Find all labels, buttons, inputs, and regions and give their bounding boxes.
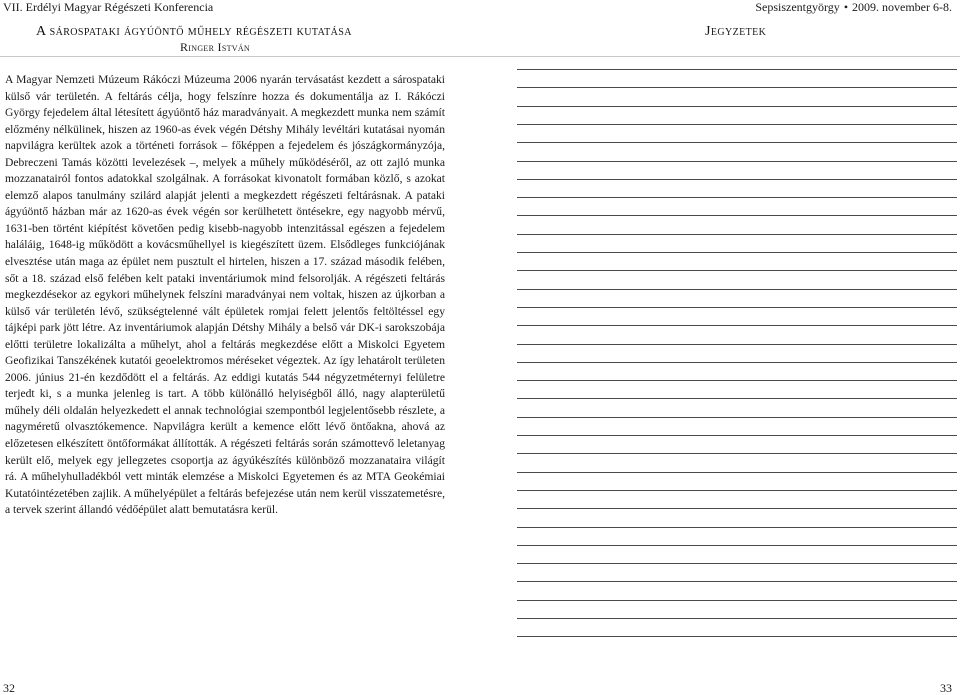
page-header [0,0,960,56]
conference-name: VII. Erdélyi Magyar Régészeti Konferencia [3,0,214,14]
note-line [517,545,957,546]
note-line [517,215,957,216]
note-line [517,398,957,399]
note-line [517,252,957,253]
article-body [5,72,445,519]
note-line [517,289,957,290]
page-number-left: 32 [3,681,15,695]
note-line [517,87,957,88]
note-line [517,307,957,308]
note-line [517,161,957,162]
note-line [517,142,957,143]
event-location: Sepsiszentgyörgy [755,0,840,14]
note-line [517,344,957,345]
separator-bullet: • [843,0,849,14]
note-line [517,563,957,564]
note-line [517,453,957,454]
note-line [517,69,957,70]
note-line [517,435,957,436]
note-line [517,362,957,363]
article-paragraph: A Magyar Nemzeti Múzeum Rákóczi Múzeuma 2006 nyarán tervásatást kezdett a sárospataki külső vár területén. A feltárás célja, hogy felszínre hozza és dokumentálja az I. Rákóczi György fejedelem által létesített ágyúöntő ház maradványait. A megkezdett munka nem számít előzmény nélkülinek, hiszen az 1960-as évek végén Détshy Mihály levéltári kutatásai nyomán napvilágra kerültek azok a történeti források – főképpen a fejedelem és jószágkormányzója, Debreczeni Tamás közötti levelezések –, melyek a műhely működéséről, az ott zajló munka mozzanatairól fontos adatokkal szolgálnak. A forrásokat kivonatolt formában közlő, s azokat elemző alapos tanulmány szilárd alapját jelenti a megkezdett régészeti feltárásnak. A pataki ágyúöntő házban már az 1620-as évek végén sor kerülhetett öntésekre, egy nagyobb mérvű, 1631-ben történt kiépítést követően pedig kisebb-nagyobb intenzitással egészen a fejedelem haláláig, 1648-ig működött a kovácsműhellyel is kiegészített üzem. Elsődleges funkciójának elvesztése után maga az épület nem pusztult el hirtelen, hiszen a 17. század második felében, sőt a 18. század első felében kelt pataki inventáriumok mind felsorolják. A régészeti feltárás megkezdésekor az egykori műhelynek felszíni maradványai nem voltak, hiszen az újkorban a külső vár területén lévő, szükségtelenné vált épületek romjai felett jelentős feltöltéssel egy tájképi park jött létre. Az inventáriumok alapján Détshy Mihály a belső vár DK-i sarokszobája előtti területre lokalizálta a műhelyt, ahol a feltárás megkezdése előtt a Miskolci Egyetem Geofizikai Tanszékének kutatói geoelektromos méréseket végeztek. Az így lehatárolt területen 2006. június 21-én kezdődött el a feltárás. Az eddigi kutatás 544 négyzetméternyi felületre terjedt ki, s a munka jelenleg is tart. A több különálló helyiségből álló, nagy alapterületű műhely déli oldalán helyezkedett el annak technológiai szempontból legjelentősebb részlete, a nagyméretű olvasztókemence. Napvilágra került a kemence előtt lévő öntőakna, ahová az előzetesen elkészített öntőformákat állították. A régészeti feltárás során számottevő leletanyag került elő, melyek egy jellegzetes csoportja az ágyúkészítés különböző mozzanataira világít rá. A műhelyhulladékból vett minták elemzése a Miskolci Egyetemen és az MTA Geokémiai Kutatóintézetében zajlik. A műhelyépület a feltárás befejezése után nem kerül visszatemetésre, a tervek szerint állandó védőépület alatt bemutatásra kerül. [5,73,445,517]
note-line [517,270,957,271]
note-line [517,380,957,381]
note-line [517,618,957,619]
page-number-right: 33 [940,681,952,695]
note-line [517,636,957,637]
note-line [517,234,957,235]
note-line [517,124,957,125]
notes-heading: Jegyzetek [705,24,767,39]
article-title: A sárospataki ágyúöntő műhely régészeti kutatása [36,24,352,39]
note-line [517,490,957,491]
note-line [517,527,957,528]
note-line [517,106,957,107]
notes-lines-area [517,69,957,654]
note-line [517,417,957,418]
note-line [517,581,957,582]
note-line [517,179,957,180]
article-author: Ringer István [180,40,251,54]
header-divider [0,56,960,57]
note-line [517,508,957,509]
event-place-date [755,0,952,14]
event-date: 2009. november 6-8. [852,0,952,14]
note-line [517,325,957,326]
note-line [517,600,957,601]
note-line [517,197,957,198]
note-line [517,472,957,473]
